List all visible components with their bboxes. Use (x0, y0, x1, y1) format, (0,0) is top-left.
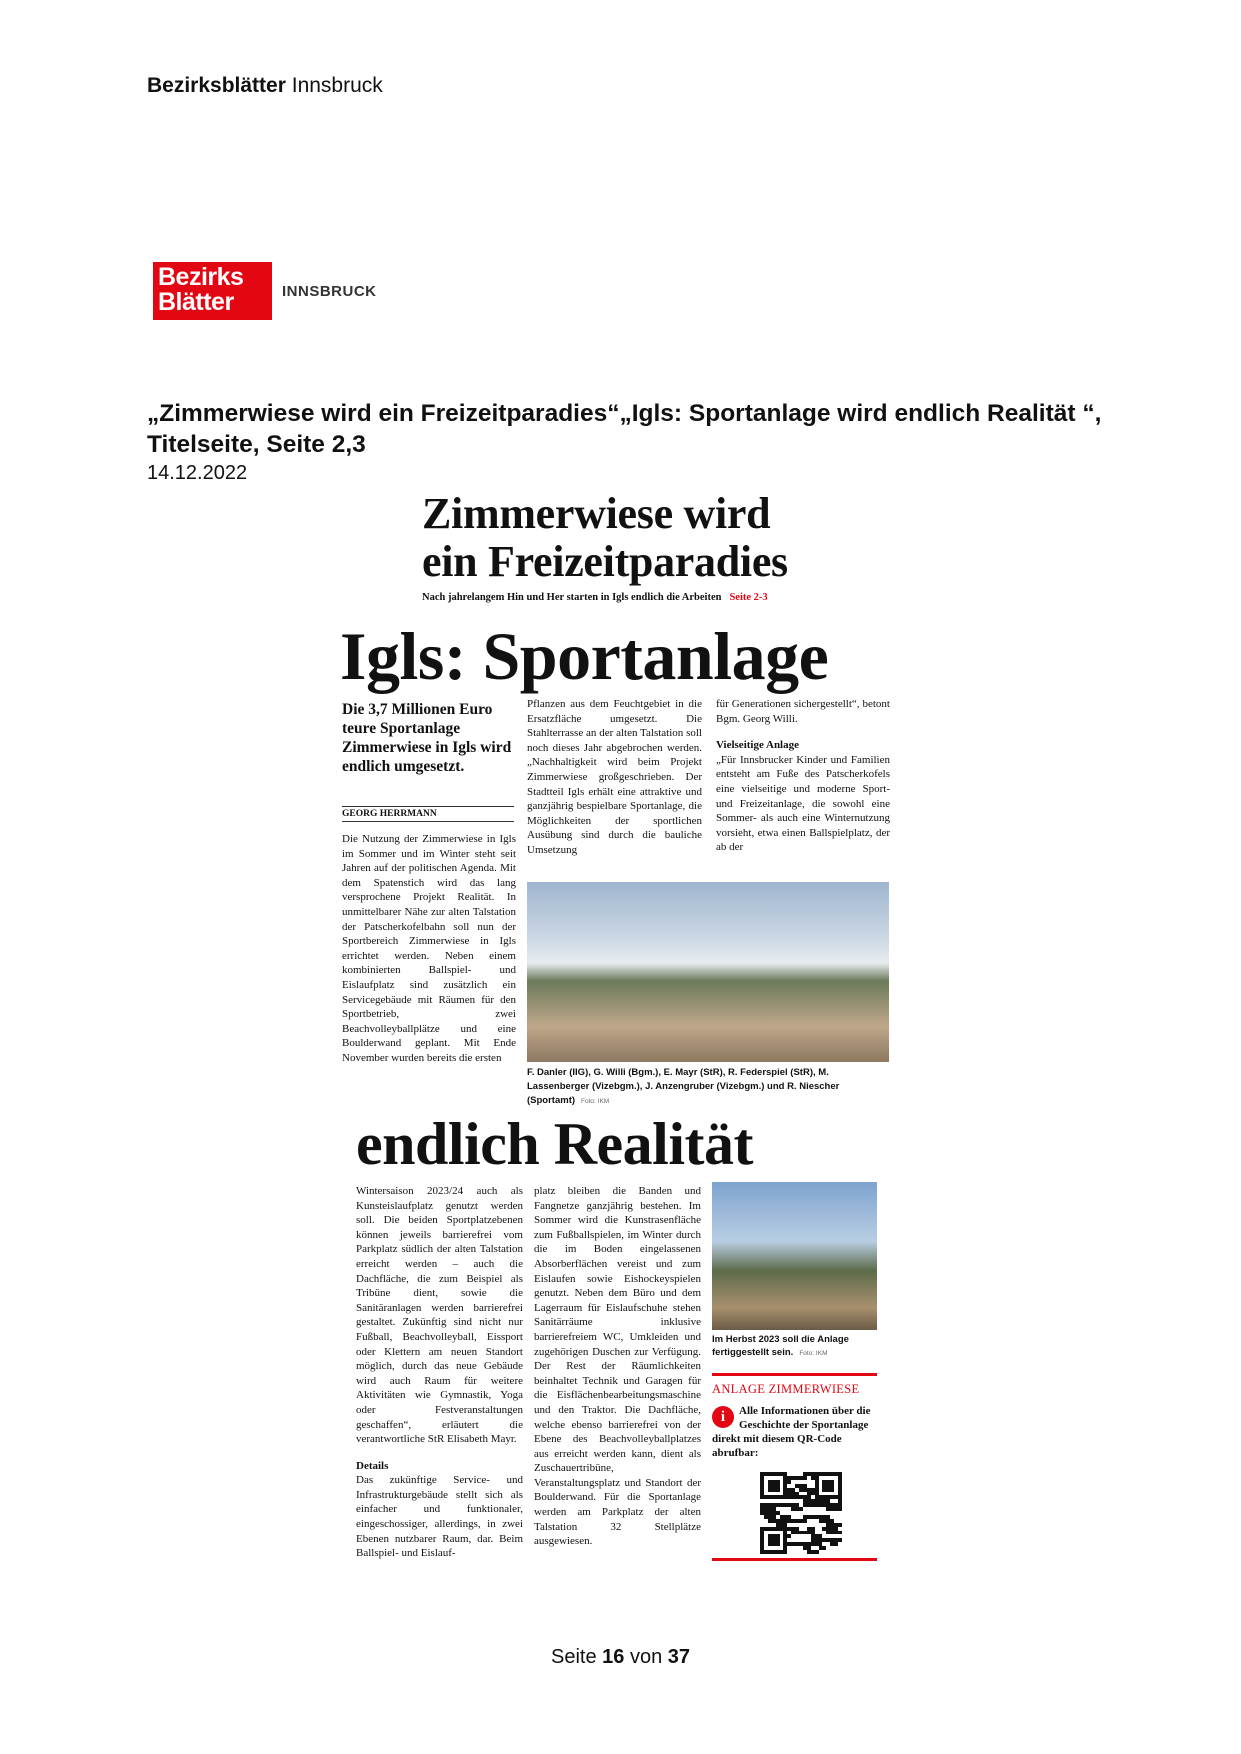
details-heading: Details (356, 1459, 389, 1472)
header-brand: Bezirksblätter (147, 74, 286, 97)
footer-mid: von (629, 1646, 663, 1668)
page-footer (0, 1646, 1241, 1669)
article-byline: GEORG HERRMANN (342, 806, 514, 822)
logo-edition: INNSBRUCK (282, 283, 377, 300)
info-box-text (712, 1404, 877, 1460)
photo2-credit: Foto: IKM (799, 1350, 828, 1357)
box-bottom-rule (712, 1558, 877, 1561)
lower-column-1 (356, 1184, 523, 1561)
logo-line2: Blätter (158, 288, 234, 316)
article-lead: Die 3,7 Millionen Euro teure Sportanlage Zimmerwiese in Igls wird endlich umgesetzt. (342, 701, 512, 775)
subline-text: Nach jahrelangem Hin und Her starten in Igls endlich die Arbeiten (422, 592, 722, 603)
column-3-heading: Vielseitige Anlage (716, 739, 799, 752)
box-top-rule (712, 1373, 877, 1376)
clipping-headline (422, 490, 788, 586)
subline-page-ref: Seite 2-3 (729, 592, 768, 603)
total-pages: 37 (667, 1646, 691, 1668)
current-page: 16 (602, 1646, 625, 1668)
groundbreaking-photo (527, 882, 889, 1062)
lower-column-2: platz bleiben die Banden und Fangnetze ganzjährig bestehen. Im Sommer wird die Kunstrasenfläche zum Fußballspielen, im Winter durch die im Boden eingelassenen Absorberflächen vereist und zum Eislaufen sowie Eishockeyspielen genutzt. Neben dem Büro und dem Lagerraum für Eislaufschuhe stehen Sanitärräume inklusive barrierefreiem WC, Umkleiden und zugehörigen Duschen zur Verfügung. Der Rest der Räumlichkeiten beinhaltet Technik und Garagen für die Eisflächenbearbeitungsmaschine und den Traktor. Die Dachfläche, welche ebenso barrierefrei von der Ebene des Beachvolleyballplatzes aus erreicht werden kann, dient als Zuschauertribüne, Veranstaltungsplatz und Standort der Boulderwand. Für die Sportanlage werden am Parkplatz der alten Talstation 32 Stellplätze ausgewiesen. (534, 1185, 701, 1548)
bezirksblaetter-logo (153, 262, 272, 320)
column-3-intro: für Generationen sichergestellt“, betont Bgm. Georg Willi. (716, 698, 890, 725)
article-title-top: Igls: Sportanlage (340, 618, 829, 694)
article-column-2: Pflanzen aus dem Feuchtgebiet in die Ersatzfläche umgesetzt. Die Stahlterrasse an der alten Talstation soll noch dieses Jahr abgebrochen werden. „Nachhaltigkeit wird beim Projekt Zimmerwiese großgeschrieben. Der Stadtteil Igls erhält eine attraktive und ganzjährig bespielbare Sportanlage, die Möglichkeiten der sportlichen Ausübung sind durch die bauliche Umsetzung (527, 698, 702, 856)
info-icon: i (712, 1406, 734, 1428)
photo-credit: Foto: IKM (581, 1098, 610, 1105)
headline-line1: Zimmerwiese wird (422, 489, 771, 538)
info-text: Alle Informationen über die Geschichte der Sportanlage direkt mit diesem QR-Code abrufbar: (712, 1405, 871, 1459)
photo-caption (527, 1066, 889, 1109)
headline-line2: ein Freizeitparadies (422, 537, 788, 586)
info-box-heading: ANLAGE ZIMMERWIESE (712, 1382, 860, 1396)
entry-title: „Zimmerwiese wird ein Freizeitparadies“„Igls: Sportanlage wird endlich Realität “, Titelseite, Seite 2,3 (147, 400, 1102, 458)
construction-site-photo (712, 1182, 877, 1330)
lower-column-1-text: Wintersaison 2023/24 auch als Kunsteislaufplatz genutzt werden soll. Die beiden Sportplatzebenen können jeweils barrierefrei vom Parkplatz südlich der alten Talstation erreicht werden – auch die Dachfläche, die zum Beispiel als Tribüne dient, sowie die Sanitäranlagen werden barrierefrei gestaltet. Zukünftig sind nicht nur Fußball, Beachvolleyball, Eissport oder Klettern am neuen Standort möglich, durch das neue Gebäude wird auch Raum für weitere Aktivitäten wie Gymnastik, Yoga oder Festveranstaltungen geschaffen“, erläutert die verantwortliche StR Elisabeth Mayr. (356, 1185, 523, 1446)
document-header (147, 74, 383, 98)
details-text: Das zukünftige Service- und Infrastrukturgebäude stellt sich als einfacher und funktionaler, eingeschossiger, allerdings, in zwei Ebenen nutzbarer Raum, dar. Beim Ballspiel- und Eislauf- (356, 1474, 523, 1560)
photo2-caption (712, 1333, 877, 1360)
clipping-subline (422, 592, 768, 603)
article-column-3 (716, 697, 890, 855)
article-title-bottom: endlich Realität (356, 1111, 753, 1177)
article-column-1: Die Nutzung der Zimmerwiese in Igls im Sommer und im Winter steht seit Jahren auf der politischen Agenda. Mit dem Spatenstich wird das lang versprochene Projekt Realität. In unmittelbarer Nähe zur alten Talstation der Patscherkofelbahn soll nun der Sportbereich Zimmerwiese in Igls errichtet werden. Neben einem kombinierten Ballspiel- und Eislaufplatz sind zusätzlich ein Servicegebäude mit Räumen für den Sportbetrieb, zwei Beachvolleyballplätze und eine Boulderwand geplant. Mit Ende November wurden bereits die ersten (342, 833, 516, 1064)
logo-line1: Bezirks (158, 263, 244, 291)
qr-module (838, 1550, 842, 1554)
column-3-text: „Für Innsbrucker Kinder und Familien entsteht am Fuße des Patscherkofels eine vielseitige und moderne Sport- und Freizeitanlage, die sowohl eine Sommer- als auch eine Winternutzung vorsieht, etwa einen Ballspielplatz, der ab der (716, 753, 890, 854)
photo-caption-text: F. Danler (IIG), G. Willi (Bgm.), E. Mayr (StR), R. Federspiel (StR), M. Lassenberger (Vizebgm.), J. Anzengruber (Vizebgm.) und R. Niescher (Sportamt) (527, 1067, 840, 1106)
photo2-caption-text: Im Herbst 2023 soll die Anlage fertiggestellt sein. (712, 1334, 849, 1358)
qr-code[interactable] (760, 1472, 842, 1554)
entry-date: 14.12.2022 (147, 462, 248, 484)
header-city: Innsbruck (291, 74, 383, 97)
footer-prefix: Seite (550, 1646, 597, 1668)
